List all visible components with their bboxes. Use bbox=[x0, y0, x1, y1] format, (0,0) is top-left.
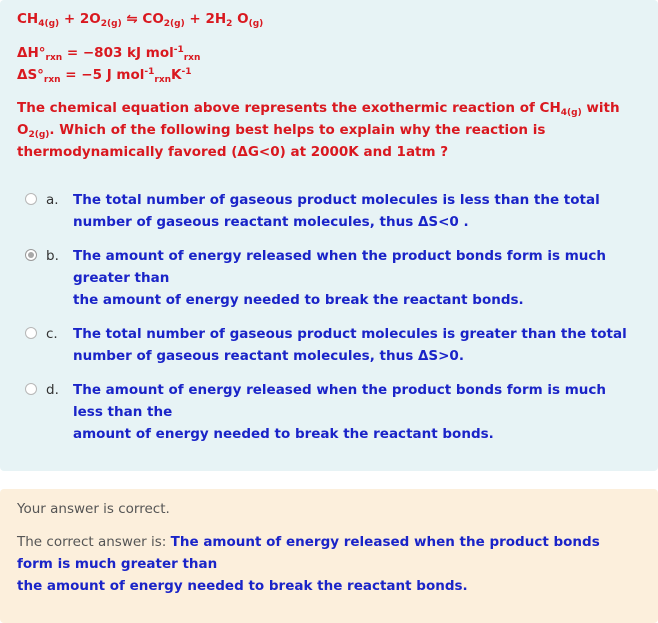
correct-answer-prefix: The correct answer is: bbox=[17, 534, 171, 550]
eq-reactant1: CH bbox=[17, 11, 39, 27]
enthalpy-symbol: ΔH° bbox=[17, 45, 46, 61]
correct-answer-line1: The amount of energy released when the product bonds form is much greater than bbox=[17, 534, 600, 572]
radio-option-d[interactable] bbox=[25, 383, 37, 395]
option-c-letter: c. bbox=[46, 326, 58, 342]
eq-reactant2: 2O bbox=[79, 11, 101, 27]
enthalpy-exp: -1 bbox=[173, 45, 184, 55]
entropy-unit2: K bbox=[171, 67, 182, 83]
entropy-sub: rxn bbox=[43, 75, 61, 85]
option-a-letter: a. bbox=[46, 192, 59, 208]
eq-plus2: + bbox=[184, 11, 206, 27]
entropy-exp: -1 bbox=[144, 67, 155, 77]
entropy-unit-sub: rxn bbox=[154, 75, 172, 85]
eq-product2b: O bbox=[232, 11, 249, 27]
option-d-letter: d. bbox=[46, 382, 59, 398]
correct-answer bbox=[17, 531, 637, 597]
option-c-text: The total number of gaseous product molecules is greater than the total number of gaseous reactant molecules, thus ΔS>0. bbox=[73, 326, 627, 364]
enthalpy-value: = −803 kJ mol bbox=[62, 45, 174, 61]
prompt-part3: . Which of the following best helps to explain why the reaction is thermodynamically favored (ΔG<0) at 2000K and 1atm ? bbox=[17, 122, 546, 160]
eq-product2b-sub: (g) bbox=[248, 19, 264, 29]
entropy-symbol: ΔS° bbox=[17, 67, 44, 83]
radio-option-c[interactable] bbox=[25, 327, 37, 339]
option-d-line1: The amount of energy released when the product bonds form is much less than the bbox=[73, 382, 607, 420]
option-b-line1: The amount of energy released when the product bonds form is much greater than bbox=[73, 248, 607, 286]
eq-reactant2-sub: 2(g) bbox=[100, 19, 122, 29]
enthalpy-line bbox=[17, 44, 200, 62]
eq-reactant1-sub: 4(g) bbox=[38, 19, 60, 29]
chemical-equation bbox=[17, 10, 263, 28]
prompt-part1: The chemical equation above represents the exothermic reaction of CH bbox=[17, 100, 561, 116]
correct-answer-line2: the amount of energy needed to break the reactant bonds. bbox=[17, 578, 468, 594]
option-b-letter: b. bbox=[46, 248, 59, 264]
eq-product1-sub: 2(g) bbox=[163, 19, 185, 29]
entropy-value: = −5 J mol bbox=[60, 67, 145, 83]
option-d-line2: amount of energy needed to break the reactant bonds. bbox=[73, 426, 494, 442]
feedback-status: Your answer is correct. bbox=[17, 501, 170, 517]
enthalpy-sub: rxn bbox=[45, 53, 63, 63]
eq-plus1: + bbox=[59, 11, 80, 27]
radio-option-a[interactable] bbox=[25, 193, 37, 205]
entropy-exp2: -1 bbox=[181, 67, 192, 77]
option-b-text bbox=[73, 245, 639, 311]
prompt-part2: with O bbox=[17, 100, 620, 138]
equilibrium-arrow: ⇋ bbox=[121, 11, 143, 27]
option-b-line2: the amount of energy needed to break the reactant bonds. bbox=[73, 292, 524, 308]
prompt-sub1: 4(g) bbox=[560, 108, 582, 118]
feedback-panel bbox=[0, 489, 658, 623]
prompt-sub2: 2(g) bbox=[28, 130, 50, 140]
option-a-text: The total number of gaseous product molecules is less than the total number of gaseous reactant molecules, thus ΔS<0 . bbox=[73, 192, 600, 230]
eq-product2: 2H bbox=[205, 11, 227, 27]
question-prompt bbox=[17, 97, 637, 163]
eq-product1: CO bbox=[142, 11, 164, 27]
option-d-text bbox=[73, 379, 639, 445]
radio-option-b-selected[interactable] bbox=[25, 249, 37, 261]
eq-product2-sub: 2 bbox=[226, 19, 233, 29]
enthalpy-unit-sub: rxn bbox=[183, 53, 201, 63]
entropy-line bbox=[17, 66, 192, 84]
